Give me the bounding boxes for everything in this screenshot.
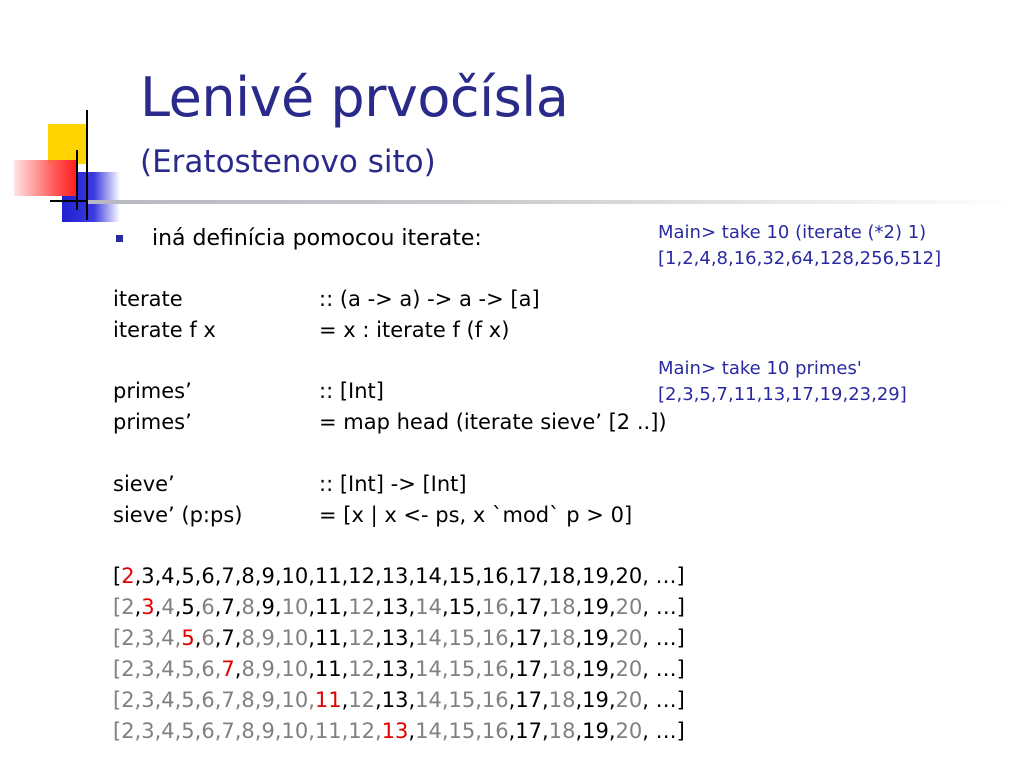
sieve-remaining-numbers: , …] — [642, 719, 685, 743]
sieve-remaining-numbers: ,7, — [214, 626, 242, 650]
sieve-struck-numbers: 20 — [615, 626, 643, 650]
sieve-remaining-numbers: , …] — [642, 595, 685, 619]
bullet-square-icon — [116, 235, 123, 242]
sieve-struck-numbers: 20 — [615, 688, 643, 712]
sieve-remaining-numbers: ,7, — [214, 595, 242, 619]
sieve-remaining-numbers: , — [194, 626, 202, 650]
sieve-struck-numbers: [2,3,4, — [113, 626, 182, 650]
sieve-remaining-numbers: ,19, — [575, 719, 616, 743]
code-name: primes’ — [113, 379, 192, 403]
sieve-remaining-numbers: ,11, — [308, 657, 349, 681]
sieve-row — [113, 623, 685, 653]
sieve-row — [113, 716, 685, 746]
sieve-remaining-numbers: , — [134, 595, 142, 619]
sieve-struck-numbers: 20 — [615, 595, 643, 619]
sieve-remaining-numbers: ,3,4,5,6,7,8,9,10,11,12,13,14,15,16,17,18,19,20, …] — [134, 564, 685, 588]
code-name: sieve’ (p:ps) — [113, 503, 243, 527]
sieve-remaining-numbers: [ — [113, 564, 122, 588]
side-note-result: [2,3,5,7,11,13,17,19,23,29] — [658, 384, 907, 405]
sieve-remaining-numbers: ,19, — [575, 626, 616, 650]
sieve-remaining-numbers: ,19, — [575, 688, 616, 712]
sieve-remaining-numbers: ,17, — [508, 688, 549, 712]
sieve-struck-numbers: 14,15,16 — [415, 626, 509, 650]
sieve-remaining-numbers: , — [341, 688, 349, 712]
sieve-struck-numbers: 10 — [281, 595, 309, 619]
sieve-struck-numbers: 20 — [615, 719, 643, 743]
sieve-remaining-numbers: , — [154, 595, 162, 619]
code-def: :: (a -> a) -> a -> [a] — [319, 287, 540, 311]
sieve-remaining-numbers: ,17, — [508, 719, 549, 743]
sieve-remaining-numbers: ,11, — [308, 595, 349, 619]
code-def: :: [Int] -> [Int] — [319, 472, 467, 496]
side-note-command: Main> take 10 (iterate (*2) 1) — [658, 222, 927, 243]
sieve-struck-numbers: 12 — [348, 688, 376, 712]
sieve-struck-numbers: 8,9,10 — [241, 626, 309, 650]
sieve-struck-numbers: 12 — [348, 657, 376, 681]
title-divider — [88, 200, 1018, 204]
code-def: = [x | x <- ps, x `mod` p > 0] — [319, 503, 633, 527]
sieve-struck-numbers: 8 — [241, 595, 255, 619]
sieve-struck-numbers: 14,15,16 — [415, 688, 509, 712]
code-name: iterate f x — [113, 318, 216, 342]
sieve-row — [113, 561, 685, 591]
sieve-remaining-numbers: ,13, — [375, 595, 416, 619]
sieve-remaining-numbers: , …] — [642, 688, 685, 712]
sieve-struck-numbers: [2,3,4,5,6,7,8,9,10, — [113, 688, 315, 712]
sieve-struck-numbers: 18 — [548, 719, 576, 743]
sieve-struck-numbers: 6 — [201, 595, 215, 619]
sieve-remaining-numbers: ,13, — [375, 626, 416, 650]
sieve-current-prime: 5 — [181, 626, 195, 650]
sieve-struck-numbers: 18 — [548, 595, 576, 619]
sieve-remaining-numbers: , …] — [642, 626, 685, 650]
sieve-struck-numbers: 14,15,16 — [415, 719, 509, 743]
sieve-remaining-numbers: ,13, — [375, 688, 416, 712]
code-name: primes’ — [113, 410, 192, 434]
slide-title: Lenivé prvočísla — [140, 66, 569, 129]
code-def: = x : iterate f (f x) — [319, 318, 510, 342]
side-note-primes — [658, 356, 907, 408]
sieve-struck-numbers: 12 — [348, 626, 376, 650]
sieve-remaining-numbers: ,9, — [254, 595, 282, 619]
sieve-remaining-numbers: ,15, — [441, 595, 483, 619]
sieve-remaining-numbers: ,17, — [508, 626, 549, 650]
sieve-remaining-numbers: , …] — [642, 657, 685, 681]
sieve-remaining-numbers: ,17, — [508, 595, 549, 619]
sieve-remaining-numbers: , — [408, 719, 416, 743]
code-def: :: [Int] — [319, 379, 384, 403]
code-name: sieve’ — [113, 472, 175, 496]
code-name: iterate — [113, 287, 183, 311]
sieve-struck-numbers: 8,9,10 — [241, 657, 309, 681]
sieve-current-prime: 11 — [314, 688, 342, 712]
sieve-struck-numbers: 16 — [482, 595, 509, 619]
logo-yellow-square — [48, 124, 88, 164]
sieve-current-prime: 7 — [221, 657, 235, 681]
sieve-struck-numbers: 6 — [201, 626, 215, 650]
code-def: = map head (iterate sieve’ [2 ..]) — [319, 410, 667, 434]
sieve-remaining-numbers: ,17, — [508, 657, 549, 681]
sieve-struck-numbers: [2,3,4,5,6, — [113, 657, 222, 681]
sieve-struck-numbers: 18 — [548, 626, 576, 650]
sieve-struck-numbers: 20 — [615, 657, 643, 681]
sieve-struck-numbers: 4 — [161, 595, 175, 619]
logo-red-square — [14, 160, 76, 196]
side-note-result: [1,2,4,8,16,32,64,128,256,512] — [658, 248, 942, 269]
sieve-remaining-numbers: ,5, — [174, 595, 202, 619]
sieve-current-prime: 2 — [121, 564, 135, 588]
sieve-remaining-numbers: ,19, — [575, 595, 616, 619]
sieve-remaining-numbers: , — [234, 657, 242, 681]
sieve-remaining-numbers: ,19, — [575, 657, 616, 681]
side-note-iterate — [658, 220, 941, 272]
sieve-struck-numbers: 14 — [415, 595, 442, 619]
sieve-row — [113, 592, 685, 622]
sieve-row — [113, 654, 685, 684]
sieve-current-prime: 13 — [381, 719, 409, 743]
sieve-struck-numbers: [2 — [113, 595, 135, 619]
sieve-row — [113, 685, 685, 715]
sieve-struck-numbers: 12 — [348, 595, 376, 619]
sieve-remaining-numbers: ,11, — [308, 626, 349, 650]
sieve-struck-numbers: 14,15,16 — [415, 657, 509, 681]
sieve-struck-numbers: 18 — [548, 657, 576, 681]
bullet-text: iná definícia pomocou iterate: — [152, 226, 482, 251]
sieve-current-prime: 3 — [141, 595, 155, 619]
sieve-struck-numbers: 18 — [548, 688, 576, 712]
slide-subtitle: (Eratostenovo sito) — [140, 144, 436, 180]
sieve-struck-numbers: [2,3,4,5,6,7,8,9,10,11,12, — [113, 719, 382, 743]
sieve-remaining-numbers: ,13, — [375, 657, 416, 681]
side-note-command: Main> take 10 primes' — [658, 358, 862, 379]
